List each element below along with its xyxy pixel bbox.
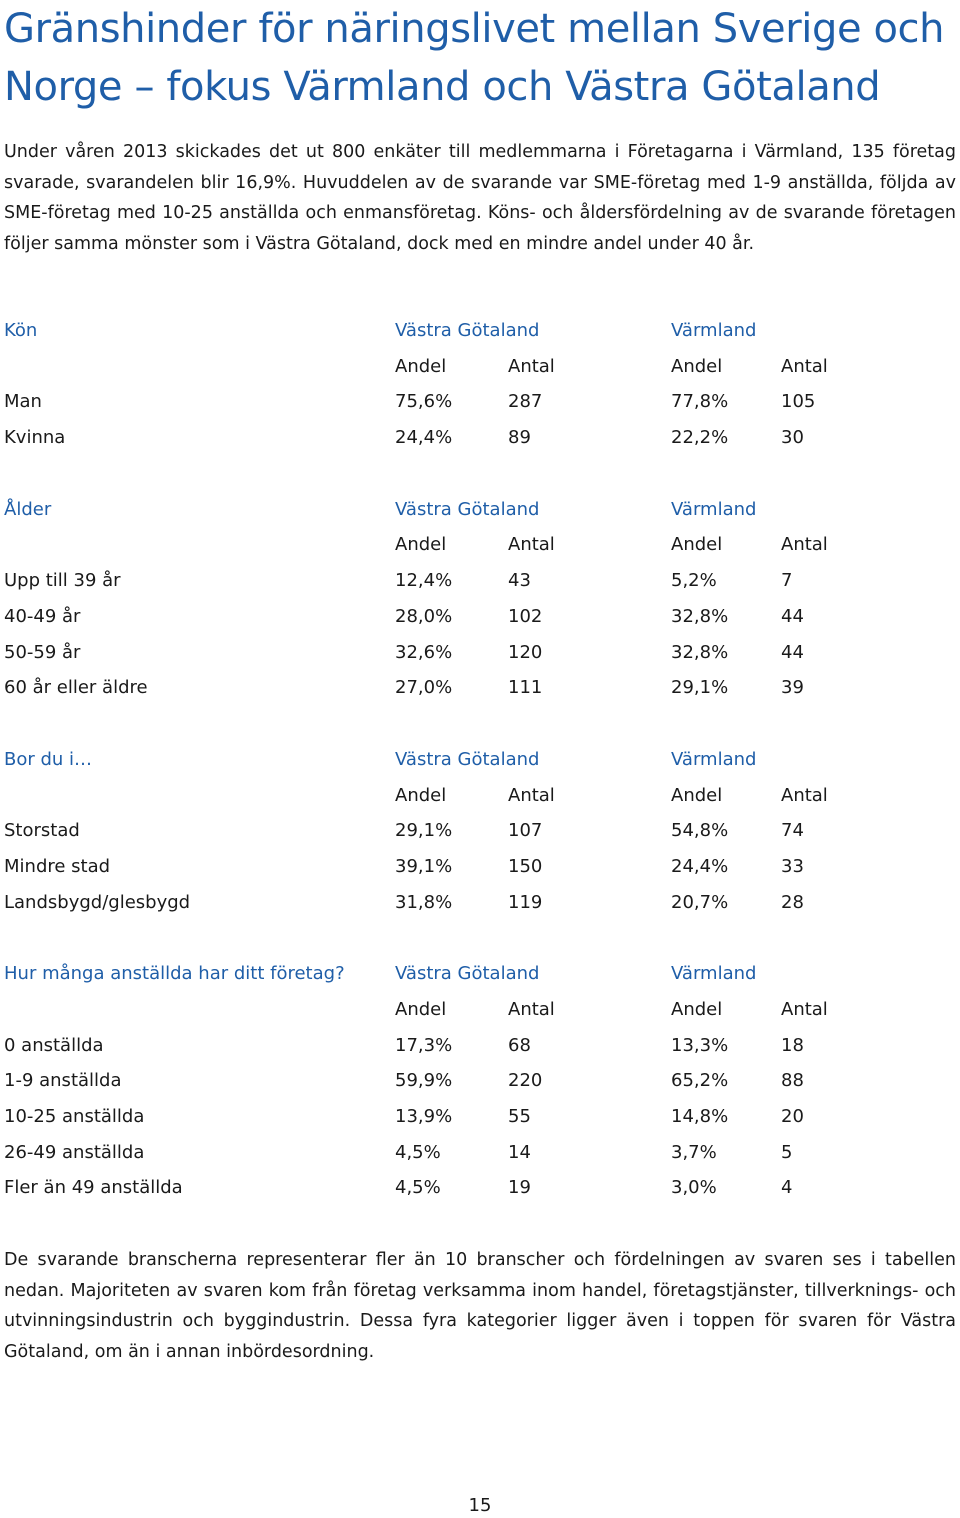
row-label: 26-49 anställda bbox=[4, 1141, 145, 1163]
cell-varmland-antal: 28 bbox=[781, 891, 804, 913]
region-heading-varmland: Värmland bbox=[671, 748, 757, 770]
cell-varmland-andel: 3,0% bbox=[671, 1177, 717, 1199]
cell-varmland-andel: 3,7% bbox=[671, 1141, 717, 1163]
table-row bbox=[4, 1099, 956, 1135]
table-header-row bbox=[4, 492, 956, 528]
cell-vg-andel: 32,6% bbox=[395, 641, 453, 663]
cell-varmland-andel: 32,8% bbox=[671, 605, 729, 627]
row-label: Man bbox=[4, 391, 42, 413]
cell-varmland-antal: 44 bbox=[781, 605, 804, 627]
table-row bbox=[4, 1170, 956, 1206]
column-header-andel: Andel bbox=[671, 534, 723, 556]
cell-vg-antal: 19 bbox=[508, 1177, 531, 1199]
cell-varmland-andel: 32,8% bbox=[671, 641, 729, 663]
page-title-line-2: Norge – fokus Värmland och Västra Götaland bbox=[4, 64, 881, 110]
cell-vg-andel: 28,0% bbox=[395, 605, 453, 627]
cell-vg-andel: 13,9% bbox=[395, 1106, 453, 1128]
cell-vg-antal: 68 bbox=[508, 1034, 531, 1056]
column-header-antal: Antal bbox=[508, 355, 555, 377]
cell-varmland-antal: 33 bbox=[781, 855, 804, 877]
table-row bbox=[4, 563, 956, 599]
column-header-antal: Antal bbox=[781, 784, 828, 806]
cell-varmland-antal: 74 bbox=[781, 820, 804, 842]
cell-varmland-andel: 20,7% bbox=[671, 891, 729, 913]
table-row bbox=[4, 670, 956, 706]
cell-varmland-antal: 39 bbox=[781, 677, 804, 699]
table-spacer bbox=[4, 706, 956, 742]
column-header-antal: Antal bbox=[781, 355, 828, 377]
region-heading-vastra-gotaland: Västra Götaland bbox=[395, 963, 540, 985]
cell-varmland-andel: 54,8% bbox=[671, 820, 729, 842]
table-header-row bbox=[4, 313, 956, 349]
cell-varmland-antal: 4 bbox=[781, 1177, 793, 1199]
cell-vg-andel: 27,0% bbox=[395, 677, 453, 699]
cell-varmland-antal: 105 bbox=[781, 391, 816, 413]
region-heading-varmland: Värmland bbox=[671, 963, 757, 985]
stats-table-2 bbox=[4, 742, 956, 920]
cell-vg-andel: 59,9% bbox=[395, 1070, 453, 1092]
row-label: Upp till 39 år bbox=[4, 570, 121, 592]
column-header-andel: Andel bbox=[671, 784, 723, 806]
page-number: 15 bbox=[468, 1495, 492, 1516]
table-subheader-row bbox=[4, 349, 956, 385]
table-row bbox=[4, 635, 956, 671]
table-heading: Kön bbox=[4, 320, 38, 341]
table-subheader-row bbox=[4, 527, 956, 563]
cell-vg-andel: 4,5% bbox=[395, 1177, 441, 1199]
table-heading: Hur många anställda har ditt företag? bbox=[4, 963, 345, 985]
row-label: Fler än 49 anställda bbox=[4, 1177, 183, 1199]
cell-vg-antal: 89 bbox=[508, 427, 531, 449]
survey-tables bbox=[4, 313, 956, 1206]
cell-varmland-antal: 88 bbox=[781, 1070, 804, 1092]
column-header-andel: Andel bbox=[395, 355, 447, 377]
page-title-line-1: Gränshinder för näringslivet mellan Sverige och bbox=[4, 6, 945, 52]
cell-vg-antal: 287 bbox=[508, 391, 543, 413]
cell-vg-andel: 4,5% bbox=[395, 1141, 441, 1163]
region-heading-vastra-gotaland: Västra Götaland bbox=[395, 320, 540, 341]
row-label: 60 år eller äldre bbox=[4, 677, 148, 699]
column-header-antal: Antal bbox=[508, 534, 555, 556]
stats-table-1 bbox=[4, 492, 956, 706]
table-row bbox=[4, 1063, 956, 1099]
cell-varmland-antal: 44 bbox=[781, 641, 804, 663]
column-header-antal: Antal bbox=[781, 534, 828, 556]
cell-vg-antal: 220 bbox=[508, 1070, 543, 1092]
table-header-row bbox=[4, 742, 956, 778]
cell-vg-andel: 12,4% bbox=[395, 570, 453, 592]
cell-vg-andel: 39,1% bbox=[395, 855, 453, 877]
table-heading: Ålder bbox=[4, 498, 52, 520]
table-row bbox=[4, 384, 956, 420]
cell-varmland-andel: 65,2% bbox=[671, 1070, 729, 1092]
table-subheader-row bbox=[4, 778, 956, 814]
outro-paragraph: De svarande branscherna representerar fler än 10 branscher och fördelningen av svaren ses i tabellen nedan. Majoriteten av svaren kom från företag verksamma inom handel, företagstjänster, tillverknings- och utvinningsindustrin och byggindustrin. Dessa fyra kategorier ligger även i toppen för svaren för Västra Götaland, om än i annan inbördesordning. bbox=[4, 1250, 956, 1362]
column-header-antal: Antal bbox=[508, 784, 555, 806]
row-label: 0 anställda bbox=[4, 1034, 104, 1056]
row-label: 10-25 anställda bbox=[4, 1106, 145, 1128]
row-label: 40-49 år bbox=[4, 605, 81, 627]
table-row bbox=[4, 599, 956, 635]
cell-varmland-andel: 24,4% bbox=[671, 855, 729, 877]
row-label: 1-9 anställda bbox=[4, 1070, 122, 1092]
cell-varmland-antal: 5 bbox=[781, 1141, 793, 1163]
cell-vg-antal: 43 bbox=[508, 570, 531, 592]
cell-vg-antal: 119 bbox=[508, 891, 543, 913]
column-header-antal: Antal bbox=[508, 999, 555, 1020]
table-row bbox=[4, 1135, 956, 1171]
cell-vg-antal: 107 bbox=[508, 820, 543, 842]
column-header-andel: Andel bbox=[671, 999, 723, 1020]
cell-varmland-antal: 30 bbox=[781, 427, 804, 449]
row-label: Landsbygd/glesbygd bbox=[4, 891, 191, 913]
table-heading: Bor du i… bbox=[4, 748, 93, 770]
cell-varmland-antal: 18 bbox=[781, 1034, 804, 1056]
table-subheader-row bbox=[4, 992, 956, 1028]
row-label: 50-59 år bbox=[4, 641, 81, 663]
cell-varmland-andel: 29,1% bbox=[671, 677, 729, 699]
region-heading-vastra-gotaland: Västra Götaland bbox=[395, 498, 540, 520]
cell-vg-antal: 111 bbox=[508, 677, 543, 699]
cell-varmland-andel: 5,2% bbox=[671, 570, 717, 592]
column-header-antal: Antal bbox=[781, 999, 828, 1020]
cell-varmland-antal: 7 bbox=[781, 570, 793, 592]
table-row bbox=[4, 813, 956, 849]
table-row bbox=[4, 885, 956, 921]
stats-table-3 bbox=[4, 956, 956, 1206]
cell-varmland-antal: 20 bbox=[781, 1106, 804, 1128]
region-heading-varmland: Värmland bbox=[671, 498, 757, 520]
cell-varmland-andel: 13,3% bbox=[671, 1034, 729, 1056]
table-row bbox=[4, 420, 956, 456]
page-title bbox=[4, 0, 954, 116]
row-label: Kvinna bbox=[4, 427, 66, 449]
cell-vg-antal: 55 bbox=[508, 1106, 531, 1128]
cell-vg-antal: 14 bbox=[508, 1141, 531, 1163]
cell-vg-antal: 150 bbox=[508, 855, 543, 877]
column-header-andel: Andel bbox=[395, 534, 447, 556]
cell-vg-antal: 120 bbox=[508, 641, 543, 663]
cell-vg-andel: 17,3% bbox=[395, 1034, 453, 1056]
stats-table-0 bbox=[4, 313, 956, 456]
cell-varmland-andel: 14,8% bbox=[671, 1106, 729, 1128]
region-heading-varmland: Värmland bbox=[671, 320, 757, 341]
table-header-row bbox=[4, 956, 956, 992]
column-header-andel: Andel bbox=[671, 355, 723, 377]
column-header-andel: Andel bbox=[395, 999, 447, 1020]
row-label: Storstad bbox=[4, 820, 80, 842]
row-label: Mindre stad bbox=[4, 855, 111, 877]
column-header-andel: Andel bbox=[395, 784, 447, 806]
cell-varmland-andel: 22,2% bbox=[671, 427, 729, 449]
cell-vg-andel: 24,4% bbox=[395, 427, 453, 449]
table-spacer bbox=[4, 456, 956, 492]
table-row bbox=[4, 849, 956, 885]
cell-varmland-andel: 77,8% bbox=[671, 391, 729, 413]
cell-vg-andel: 75,6% bbox=[395, 391, 453, 413]
intro-paragraph: Under våren 2013 skickades det ut 800 enkäter till medlemmarna i Företagarna i Värmland, 135 företag svarade, svarandelen blir 16,9%. Huvuddelen av de svarande var SME-företag med 1-9 anställda, följda av SME-företag med 10-25 anställda och enmansföretag. Köns- och åldersfördelning av de svarande företagen följer samma mönster som i Västra Götaland, dock med en mindre andel under 40 år. bbox=[4, 142, 956, 254]
region-heading-vastra-gotaland: Västra Götaland bbox=[395, 748, 540, 770]
cell-vg-antal: 102 bbox=[508, 605, 543, 627]
cell-vg-andel: 29,1% bbox=[395, 820, 453, 842]
cell-vg-andel: 31,8% bbox=[395, 891, 453, 913]
table-spacer bbox=[4, 920, 956, 956]
table-row bbox=[4, 1028, 956, 1064]
